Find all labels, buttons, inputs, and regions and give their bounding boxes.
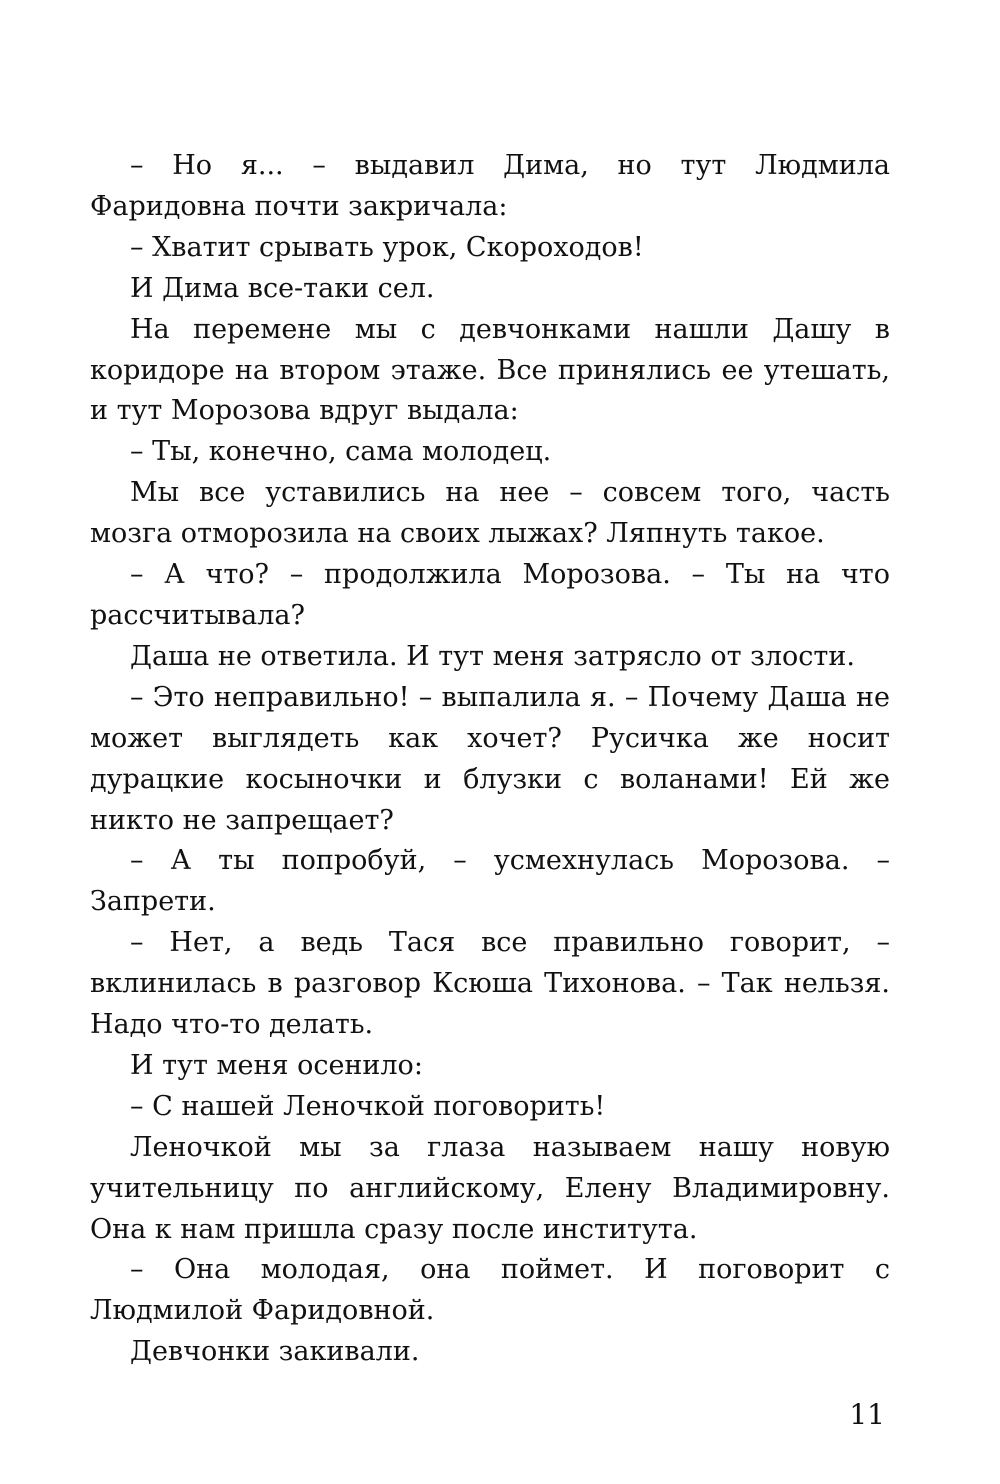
paragraph: И Дима все-таки сел.: [130, 272, 435, 304]
paragraph: – Это неправильно! – выпалила я. – Почему Даша не может выглядеть как хочет? Русичка же носит дурацкие косыночки и блузки с воланами! Ей же никто не запрещает?: [90, 681, 890, 836]
paragraph: – А ты попробуй, – усмехнулась Морозова. – Запрети.: [90, 845, 890, 918]
page-number: 11: [849, 1398, 885, 1431]
paragraph: Даша не ответила. И тут меня затрясло от злости.: [130, 640, 855, 672]
paragraph: Мы все уставились на нее – совсем того, часть мозга отморозила на своих лыжах? Ляпнуть такое.: [90, 477, 890, 550]
body-text: [90, 146, 890, 1373]
paragraph: Леночкой мы за глаза называем нашу новую учительницу по английскому, Елену Владимировну. Она к нам пришла сразу после института.: [90, 1131, 890, 1245]
paragraph: – Она молодая, она поймет. И поговорит с Людмилой Фаридовной.: [90, 1254, 890, 1327]
paragraph: – С нашей Леночкой поговорить!: [130, 1090, 606, 1122]
paragraph: – Хватит срывать урок, Скороходов!: [130, 231, 644, 263]
paragraph: И тут меня осенило:: [130, 1049, 423, 1081]
paragraph: – Ты, конечно, сама молодец.: [130, 436, 552, 468]
paragraph: Девчонки закивали.: [130, 1336, 420, 1368]
paragraph: – Но я... – выдавил Дима, но тут Людмила Фаридовна почти закричала:: [90, 150, 890, 222]
paragraph: На перемене мы с девчонками нашли Дашу в коридоре на втором этаже. Все принялись ее утешать, и тут Морозова вдруг выдала:: [90, 313, 890, 427]
paragraph: – А что? – продолжила Морозова. – Ты на что рассчитывала?: [90, 559, 890, 631]
paragraph: – Нет, а ведь Тася все правильно говорит, – вклинилась в разговор Ксюша Тихонова. – Так нельзя. Надо что-то делать.: [90, 927, 890, 1041]
